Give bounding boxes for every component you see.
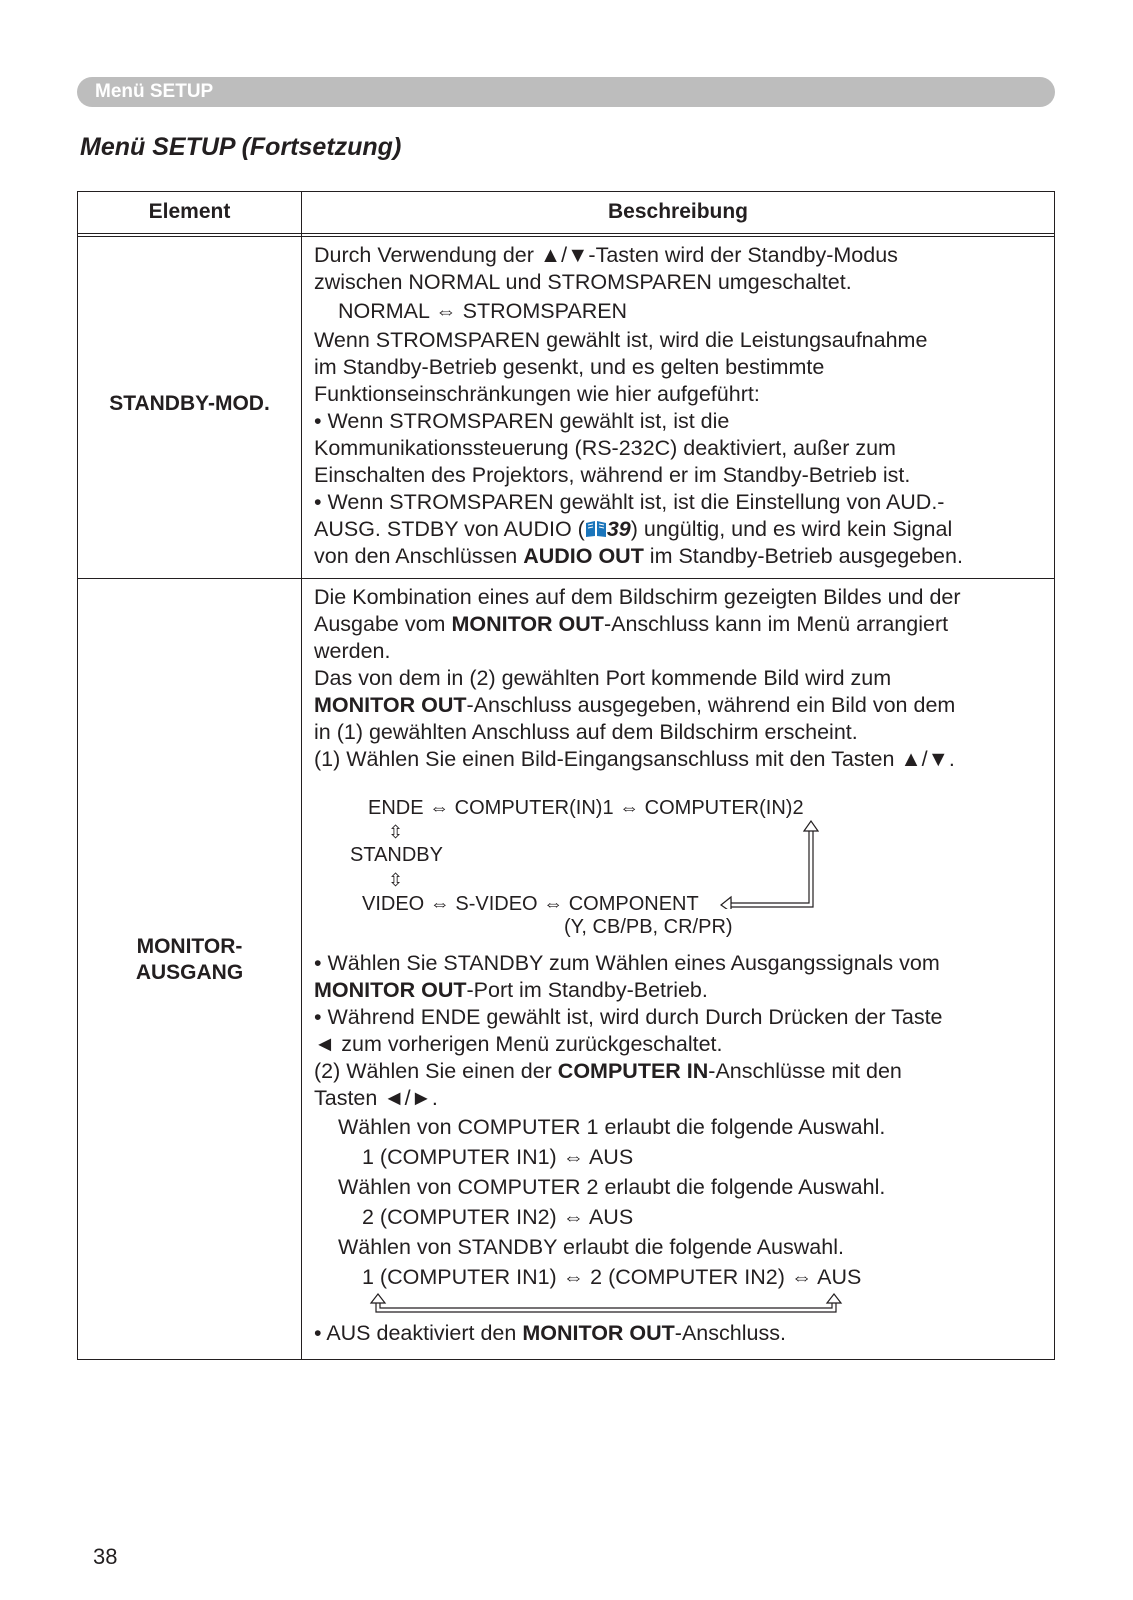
text-line: Die Kombination eines auf dem Bildschirm gezeigten Bildes und der bbox=[314, 585, 961, 609]
port-name: MONITOR OUT bbox=[314, 693, 467, 717]
text-line: Wählen von COMPUTER 1 erlaubt die folgende Auswahl. bbox=[338, 1115, 886, 1139]
input-cycle-diagram bbox=[314, 781, 1046, 936]
text-fragment: -Anschluss. bbox=[674, 1321, 786, 1345]
text-line: Das von dem in (2) gewählten Port kommende Bild wird zum bbox=[314, 666, 892, 690]
text-line bbox=[314, 692, 1046, 719]
text-fragment: -Port im Standby-Betrieb. bbox=[466, 978, 708, 1002]
element-standby-mode: STANDBY-MOD. bbox=[109, 392, 270, 415]
text-line: im Standby-Betrieb gesenkt, und es gelten bestimmte bbox=[314, 355, 825, 379]
text-line bbox=[314, 611, 1046, 638]
diagram-standby: STANDBY bbox=[350, 844, 443, 866]
description-standby-mode bbox=[314, 242, 1046, 570]
table-row-monitor bbox=[78, 579, 1054, 1359]
book-icon bbox=[585, 520, 607, 538]
text-line: 1 (COMPUTER IN1) ⇔ AUS bbox=[362, 1145, 634, 1169]
setup-table bbox=[77, 191, 1055, 1360]
diagram-bottom-row: VIDEO ⇔ S-VIDEO ⇔ COMPONENT bbox=[362, 893, 699, 915]
text-fragment: -Anschluss kann im Menü arrangiert bbox=[603, 612, 949, 636]
element-label-line: MONITOR- bbox=[136, 935, 243, 958]
text-fragment: (2) Wählen Sie einen der bbox=[314, 1059, 558, 1083]
text-fragment: AUSG. STDBY von AUDIO ( bbox=[314, 517, 585, 541]
section-banner-label: Menü SETUP bbox=[95, 81, 214, 102]
text-line: Wenn STROMSPAREN gewählt ist, wird die Leistungsaufnahme bbox=[314, 328, 928, 352]
header-description: Beschreibung bbox=[607, 200, 749, 223]
text-fragment: • AUS deaktiviert den bbox=[314, 1321, 523, 1345]
up-down-arrow-icon: ⇳ bbox=[388, 870, 404, 890]
text-line bbox=[314, 977, 1046, 1004]
text-line: Einschalten des Projektors, während er im Standby-Betrieb ist. bbox=[314, 463, 911, 487]
diagram-component-note: (Y, CB/PB, CR/PR) bbox=[564, 916, 733, 938]
text-line: Durch Verwendung der ▲/▼-Tasten wird der Standby-Modus bbox=[314, 243, 898, 267]
text-line: zwischen NORMAL und STROMSPAREN umgeschaltet. bbox=[314, 270, 852, 294]
table-row-standby bbox=[78, 237, 1054, 579]
text-fragment: -Anschluss ausgegeben, während ein Bild von dem bbox=[466, 693, 956, 717]
page-title: Menü SETUP (Fortsetzung) bbox=[80, 133, 402, 161]
page-number: 38 bbox=[93, 1544, 118, 1569]
text-line: (1) Wählen Sie einen Bild-Eingangsanschluss mit den Tasten ▲/▼. bbox=[314, 747, 955, 771]
text-line: NORMAL ⇔ STROMSPAREN bbox=[338, 299, 628, 323]
return-loop-arrow-icon bbox=[366, 1292, 856, 1318]
text-line: Tasten ◄/►. bbox=[314, 1086, 438, 1110]
text-line bbox=[314, 543, 1046, 570]
text-fragment: -Anschlüsse mit den bbox=[708, 1059, 902, 1083]
text-line: Funktionseinschränkungen wie hier aufgeführt: bbox=[314, 382, 760, 406]
text-line bbox=[314, 1320, 1046, 1347]
text-line: Wählen von STANDBY erlaubt die folgende Auswahl. bbox=[338, 1235, 844, 1259]
port-name: MONITOR OUT bbox=[451, 612, 604, 636]
text-line: • Während ENDE gewählt ist, wird durch Durch Drücken der Taste bbox=[314, 1005, 943, 1029]
text-line: ◄ zum vorherigen Menü zurückgeschaltet. bbox=[314, 1032, 723, 1056]
description-monitor-output bbox=[314, 584, 1046, 1347]
text-line: 2 (COMPUTER IN2) ⇔ AUS bbox=[362, 1205, 634, 1229]
text-fragment: von den Anschlüssen bbox=[314, 544, 524, 568]
text-line: • Wählen Sie STANDBY zum Wählen eines Ausgangssignals vom bbox=[314, 951, 940, 975]
text-line: 1 (COMPUTER IN1) ⇔ 2 (COMPUTER IN2) ⇔ AUS bbox=[362, 1265, 862, 1289]
table-header bbox=[78, 192, 1054, 237]
up-down-arrow-icon: ⇳ bbox=[388, 822, 404, 842]
text-line: Wählen von COMPUTER 2 erlaubt die folgende Auswahl. bbox=[338, 1175, 886, 1199]
element-monitor-output bbox=[78, 934, 301, 986]
port-name: MONITOR OUT bbox=[314, 978, 467, 1002]
port-name: COMPUTER IN bbox=[557, 1059, 709, 1083]
port-name: MONITOR OUT bbox=[522, 1321, 675, 1345]
text-line: Kommunikationssteuerung (RS-232C) deaktiviert, außer zum bbox=[314, 436, 896, 460]
port-name: AUDIO OUT bbox=[523, 544, 644, 568]
element-label-line: AUSGANG bbox=[135, 961, 244, 984]
return-loop bbox=[314, 1292, 1046, 1320]
diagram-top-row: ENDE ⇔ COMPUTER(IN)1 ⇔ COMPUTER(IN)2 bbox=[368, 797, 804, 819]
text-line: • Wenn STROMSPAREN gewählt ist, ist die bbox=[314, 409, 730, 433]
header-element: Element bbox=[148, 200, 231, 223]
text-line: in (1) gewählten Anschluss auf dem Bildschirm erscheint. bbox=[314, 720, 858, 744]
text-fragment: im Standby-Betrieb ausgegeben. bbox=[643, 544, 963, 568]
text-line: werden. bbox=[314, 639, 391, 663]
page-reference-link[interactable]: 39 bbox=[606, 517, 631, 541]
loop-arrow-icon bbox=[709, 819, 819, 909]
text-fragment: Ausgabe vom bbox=[314, 612, 452, 636]
text-fragment: ) ungültig, und es wird kein Signal bbox=[630, 517, 953, 541]
section-banner bbox=[77, 77, 1055, 107]
text-line: • Wenn STROMSPAREN gewählt ist, ist die Einstellung von AUD.- bbox=[314, 490, 945, 514]
text-line bbox=[314, 1058, 1046, 1085]
text-line bbox=[314, 516, 1046, 543]
